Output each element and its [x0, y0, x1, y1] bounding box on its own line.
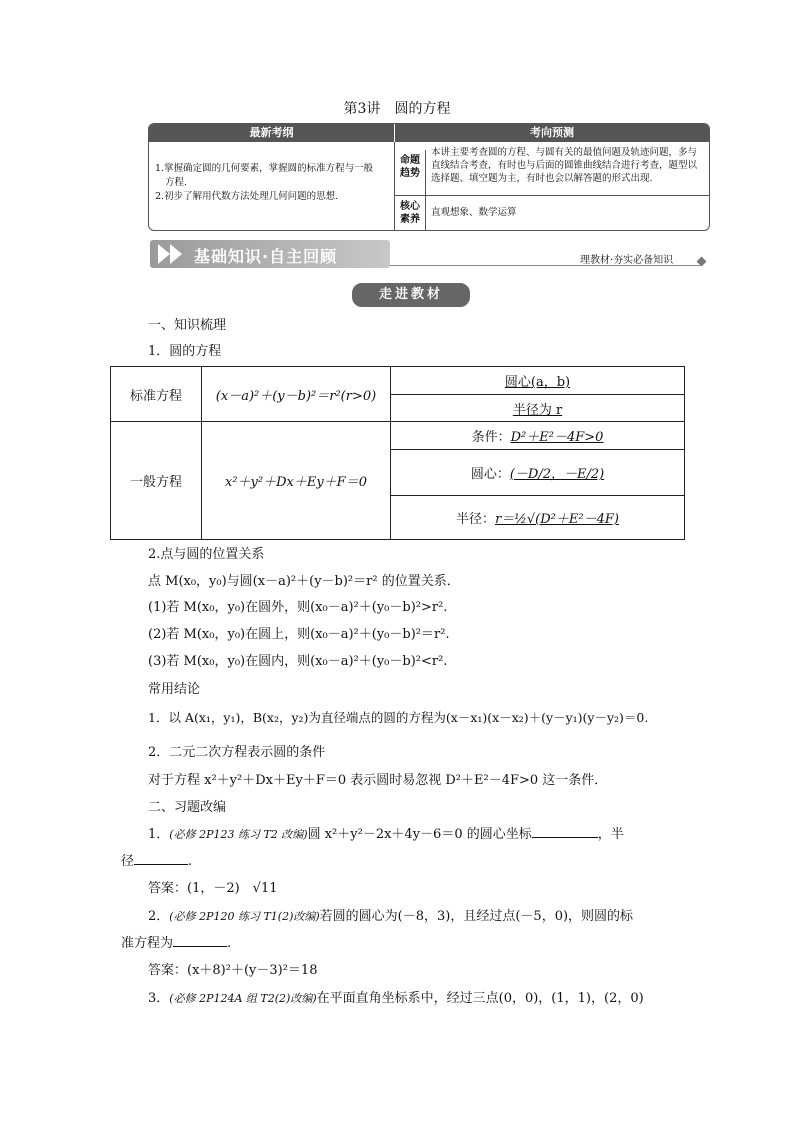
question-2-source: (必修 2P120 练习 T1(2)改编) [169, 910, 320, 923]
trend-label-line: 命题 [400, 155, 420, 166]
banner-subtitle: 理教材·夯实必备知识 [580, 255, 674, 266]
point-outside: (1)若 M(x₀，y₀)在圆外，则(x₀－a)²＋(y₀－b)²>r². [148, 600, 448, 615]
exam-outline-box [148, 123, 710, 231]
point-inside: (3)若 M(x₀，y₀)在圆内，则(x₀－a)²＋(y₀－b)²<r². [148, 654, 448, 669]
chevron-right-icon [158, 244, 170, 264]
literacy-text: 直观想象、数学运算 [431, 207, 517, 218]
standard-label: 标准方程 [111, 367, 202, 422]
general-equation: x²＋y²＋Dx＋Ey＋F＝0 [202, 422, 391, 540]
trend-text: 本讲主要考查圆的方程、与圆有关的最值问题及轨迹问题，多与直线结合考查，有时也与后面的圆锥曲线结合进行考查，题型以选择题、填空题为主，有时也会以解答题的形式出现. [431, 147, 698, 184]
question-1-source: (必修 2P123 练习 T2 改编) [169, 828, 308, 841]
heading-exercises: 二、习题改编 [148, 800, 227, 815]
section-badge: 走进教材 [352, 283, 470, 307]
standard-center-text: 圆心(a，b) [504, 375, 571, 390]
heading-circle-equation: 1．圆的方程 [148, 344, 222, 359]
question-2-text-3: . [227, 936, 232, 951]
question-1-text-3: 径 [121, 854, 135, 869]
center-text: (－D/2，－E/2) [509, 467, 605, 482]
trend-label-line: 趋势 [400, 168, 420, 179]
question-3-number: 3． [148, 991, 170, 1006]
point-circle-title: 2.点与圆的位置关系 [148, 547, 265, 562]
condition-label: 条件： [471, 430, 511, 445]
general-center [391, 450, 685, 496]
question-2-text: 若圆的圆心为(－8，3)，且经过点(－5，0)，则圆的标 [319, 909, 634, 924]
common-conclusion-title: 常用结论 [148, 682, 201, 697]
section-banner [150, 240, 390, 268]
trend-label [395, 150, 426, 198]
answer-2: 答案：(x＋8)²＋(y－3)²＝18 [148, 963, 318, 978]
outline-divider [395, 195, 709, 196]
standard-equation: (x－a)²＋(y－b)²＝r²(r>0) [202, 367, 391, 422]
outline-item: 2.初步了解用代数方法处理几何问题的思想. [155, 191, 339, 202]
question-3-text: 在平面直角坐标系中，经过三点(0，0)，(1，1)，(2，0) [316, 991, 644, 1006]
circle-equation-table [110, 366, 685, 540]
general-label: 一般方程 [111, 422, 202, 540]
question-3 [148, 987, 644, 1006]
answer-blank [134, 852, 188, 865]
literacy-label-line: 核心 [400, 201, 420, 212]
question-1-text-2: ，半 [597, 827, 624, 842]
question-3-source: (必修 2P124A 组 T2(2)改编) [169, 992, 317, 1005]
question-2 [148, 905, 633, 924]
conclusion-1: 1．以 A(x₁，y₁)，B(x₂，y₂)为直径端点的圆的方程为(x－x₁)(x－x₂)＋(y－y₁)(y－y₂)＝0. [148, 710, 649, 725]
answer-1: 答案：(1，－2) √11 [148, 881, 278, 896]
outline-item: 1.掌握确定圆的几何要素，掌握圆的标准方程与一般 [155, 163, 374, 174]
general-radius [391, 496, 685, 540]
question-1-text-4: . [188, 854, 193, 869]
question-2-number: 2． [148, 909, 170, 924]
general-condition [391, 422, 685, 450]
outline-item: 方程. [165, 177, 188, 188]
standard-radius [391, 395, 685, 422]
outline-left-content [149, 142, 395, 230]
question-1-cont [121, 850, 192, 869]
outline-right-header: 考向预测 [395, 124, 709, 142]
conclusion-2-text: 对于方程 x²＋y²＋Dx＋Ey＋F＝0 表示圆时易忽视 D²＋E²－4F>0 这一条件． [148, 773, 608, 788]
radius-text: r＝½√(D²＋E²－4F) [495, 512, 619, 527]
banner-title: 基础知识·自主回顾 [194, 247, 338, 266]
answer-blank [173, 934, 227, 947]
question-1-text: 圆 x²＋y²－2x＋4y－6＝0 的圆心坐标 [307, 827, 532, 842]
point-on: (2)若 M(x₀，y₀)在圆上，则(x₀－a)²＋(y₀－b)²＝r². [148, 627, 450, 642]
outline-left-header: 最新考纲 [149, 124, 394, 142]
answer-blank [532, 825, 598, 838]
conclusion-2-title: 2．二元二次方程表示圆的条件 [148, 745, 326, 760]
question-2-text-2: 准方程为 [121, 936, 174, 951]
question-1 [148, 823, 624, 842]
question-1-number: 1． [148, 827, 170, 842]
literacy-label [395, 196, 426, 231]
page-title: 第3讲 圆的方程 [343, 101, 451, 117]
point-circle-intro: 点 M(x₀，y₀)与圆(x－a)²＋(y－b)²＝r² 的位置关系． [148, 574, 460, 589]
question-2-cont [121, 932, 231, 951]
radius-label: 半径： [456, 512, 496, 527]
literacy-label-line: 素养 [400, 214, 420, 225]
chevron-right-icon [170, 244, 182, 264]
heading-knowledge: 一、知识梳理 [148, 318, 227, 333]
standard-center [391, 367, 685, 395]
condition-text: D²＋E²－4F>0 [510, 430, 604, 445]
standard-radius-text: 半径为 r [512, 402, 563, 418]
center-label: 圆心： [470, 467, 510, 482]
